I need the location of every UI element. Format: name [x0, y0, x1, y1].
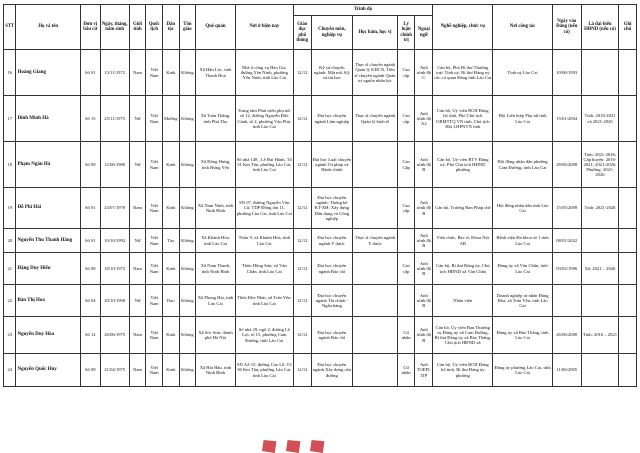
cell-del: Tỉnh: 2016 – 2021 [581, 317, 618, 354]
col-degree: Học hàm, học vị [353, 16, 398, 50]
cell-lang: Anh trình độ B [415, 229, 433, 253]
col-specialty: Chuyên môn, nghiệp vụ [311, 16, 353, 50]
cell-stt: 19 [4, 188, 16, 229]
cell-lang: Anh trình độ C [415, 50, 433, 96]
cell-party: 03/02/1996 [552, 253, 581, 285]
col-stt: STT [4, 5, 16, 50]
table-row [4, 142, 637, 188]
cell-name: Hoàng Giang [16, 50, 80, 96]
cell-del [581, 354, 618, 387]
cell-rel: Không [179, 285, 196, 317]
cell-res: Số nhà 29, ngõ 2, đường Lê Lợi, tổ 15, phường Cam Đường, tỉnh Lào Cai [235, 317, 293, 354]
col-delegate: Là đại biểu HĐND (nếu có) [581, 5, 618, 50]
col-ethnicity: Dân tộc [162, 5, 179, 50]
cell-eth: Kinh [162, 317, 179, 354]
cell-job: Cán bộ, Uỷ viên BCH Đảng bộ tỉnh, Phó Chủ tịch UBMTTQ VN tỉnh, Chủ tịch Hội LHPNVN tỉnh [433, 96, 493, 142]
cell-work: Đảng ủy phường Lào Cai, tỉnh Lào Cai [493, 354, 552, 387]
cell-eth: Kinh [162, 253, 179, 285]
cell-note [619, 50, 637, 96]
cell-stt: 24 [4, 354, 16, 387]
cell-sex: Nữ [129, 96, 146, 142]
cell-job: Cán bộ, Phó Bí thư Thường trực Tỉnh uỷ, Bí thư Đảng uỷ các cơ quan Đảng tỉnh Lào Cai [433, 50, 493, 96]
cell-edu: 12/12 [293, 142, 311, 188]
cell-nat: Việt Nam [146, 229, 163, 253]
cell-note [619, 96, 637, 142]
cell-nat: Việt Nam [146, 188, 163, 229]
cell-party [552, 285, 581, 317]
cell-edu: 12/12 [293, 50, 311, 96]
cell-name: Nguyễn Quốc Huy [16, 354, 80, 387]
cell-party: 08/01/2022 [552, 229, 581, 253]
cell-dob: 21/04/1975 [100, 354, 129, 387]
cell-work: Hội đồng nhân dân tỉnh Lào Cai [493, 188, 552, 229]
cell-job: Cán bộ, Ủy viên Ban Thường vụ Đảng ủy xã Cam Đường, Bí thư Đảng ủy xã Bảo Thắng, Chủ tịch HĐND xã [433, 317, 493, 354]
cell-nat: Việt Nam [146, 354, 163, 387]
col-sex: Giới tính [129, 5, 146, 50]
cell-sex: Nam [129, 317, 146, 354]
cell-job: Viên chức, Bác sĩ, Khoa Nội AB [433, 229, 493, 253]
cell-unit: Số 09 [80, 354, 100, 387]
cell-del [581, 229, 618, 253]
cell-res: Thôn 9, xã Khánh Hòa, tỉnh Lào Cai [235, 229, 293, 253]
cell-note [619, 142, 637, 188]
cell-eth: Kinh [162, 50, 179, 96]
cell-del: Tỉnh: 2016-2021 và 2021-2026 [581, 96, 618, 142]
cell-dob: 10/10/1992 [100, 229, 129, 253]
cell-work: Doanh nghiệp tư nhân Đăng Hòa, xã Trấn Yên, tỉnh Lào Cai [493, 285, 552, 317]
cell-deg: Thạc sĩ chuyên ngành Quản lý KHCN, Tiến sĩ chuyên ngành Quản trị nguồn nhân lực [353, 50, 398, 96]
col-name: Họ và tên [16, 5, 80, 50]
cell-sex: Nam [129, 188, 146, 229]
cell-pol: Cao Cấp [397, 142, 415, 188]
cell-nat: Việt Nam [146, 253, 163, 285]
cell-work: Đảng ủy xã Bảo Thắng, tỉnh Lào Cai [493, 317, 552, 354]
col-hometown: Quê quán [196, 5, 235, 50]
cell-stt: 17 [4, 96, 16, 142]
cell-party: 11/06/2005 [552, 354, 581, 387]
table-body [4, 50, 637, 387]
table-row [4, 96, 637, 142]
cell-note [619, 253, 637, 285]
cell-pol: Cao cấp [397, 96, 415, 142]
cell-pol: Cử nhân [397, 317, 415, 354]
cell-job: Cán bộ, Bí thư Đảng ủy, Chủ tịch HĐND xã Văn Chấn [433, 253, 493, 285]
cell-job: Cán bộ, Uỷ viên BTV Đảng uỷ, Phó Chủ tịch HĐND phường [433, 142, 493, 188]
cell-eth: Kinh [162, 354, 179, 387]
cell-res: Trung tâm Phát triển phụ nữ, số 12, đường Nguyễn Đức Cảnh, tổ 2, phường Văn Phú, tỉnh Lào Cai [235, 96, 293, 142]
cell-sex: Nữ [129, 229, 146, 253]
cell-dob: 13/11/1972 [100, 50, 129, 96]
cell-job: Nhân viên [433, 285, 493, 317]
cell-unit: Số 15 [80, 96, 100, 142]
cell-spec: Đại học chuyên ngành Tài chính - Ngân hàng [311, 285, 353, 317]
cell-dob: 23/07/1978 [100, 188, 129, 229]
cell-party: 15/01/2004 [552, 96, 581, 142]
cell-note [619, 317, 637, 354]
candidate-table [3, 4, 637, 387]
cell-job: Cán bộ, Trưởng Ban Pháp chế [433, 188, 493, 229]
cell-home: Xã Hậu Lộc, tỉnh Thanh Hoá [196, 50, 235, 96]
cell-eth: Mường [162, 96, 179, 142]
col-group-qualification: Trình độ [293, 5, 432, 16]
table-row [4, 229, 637, 253]
col-party-date: Ngày vào Đảng (nếu có) [552, 5, 581, 50]
col-religion: Tôn giáo [179, 5, 196, 50]
cell-unit: Số 01 [80, 188, 100, 229]
cell-res: Thôn Khe Nhài, xã Trấn Yên, tỉnh Lào Cai [235, 285, 293, 317]
cell-name: Nguyễn Duy Hòa [16, 317, 80, 354]
cell-work: Tỉnh uỷ Lào Cai [493, 50, 552, 96]
cell-home: Xã Toàn Thắng, tỉnh Phú Thọ [196, 96, 235, 142]
cell-dob: 18/10/1972 [100, 253, 129, 285]
red-stamp-fragment [262, 437, 352, 453]
cell-lang: Anh trình độ B [415, 188, 433, 229]
cell-deg [353, 142, 398, 188]
cell-home: Xã Nam Thanh, tỉnh Ninh Bình [196, 253, 235, 285]
col-politics: Lý luận chính trị [397, 16, 415, 50]
cell-stt: 21 [4, 253, 16, 285]
cell-name: Nguyễn Thu Thanh Hằng [16, 229, 80, 253]
cell-pol: Cao cấp [397, 253, 415, 285]
cell-edu: 12/12 [293, 229, 311, 253]
cell-spec: Đại học chuyên ngành Báo chí [311, 317, 353, 354]
cell-res: SN 07, đường Nguyễn Văn Cừ, TDP Đồng tân 11, phường Lào Cai, tỉnh Lào Cai [235, 188, 293, 229]
cell-edu: 12/12 [293, 317, 311, 354]
cell-name: Đặng Duy Hiếu [16, 253, 80, 285]
cell-dob: 20/10/1990 [100, 285, 129, 317]
cell-res: SN A2-15, đường Cao Lỗ, Tổ 36 Km Tân, phường Lào Cai, tỉnh Lào Cai [235, 354, 293, 387]
cell-nat: Việt Nam [146, 96, 163, 142]
cell-sex: Nam [129, 50, 146, 96]
cell-spec: Đại học chuyên ngành Y dược [311, 229, 353, 253]
cell-pol [397, 229, 415, 253]
col-unit: Đơn vị bầu cử [80, 5, 100, 50]
cell-res: Nhà ở công vụ Hào Gia, đường Yên Ninh, phường Yên Ninh, tỉnh Lào Cai [235, 50, 293, 96]
cell-sex: Nam [129, 253, 146, 285]
cell-note [619, 229, 637, 253]
cell-eth: Kinh [162, 142, 179, 188]
cell-sex: Nam [129, 354, 146, 387]
cell-work: Bệnh viện Đa khoa số 1 tỉnh Lào Cai [493, 229, 552, 253]
cell-sex: Nữ [129, 142, 146, 188]
cell-note [619, 285, 637, 317]
cell-res: Thôn Hồng Sơn, xã Văn Chấn, tỉnh Lào Cai [235, 253, 293, 285]
cell-lang: Anh trình độ B [415, 142, 433, 188]
cell-rel: Không [179, 96, 196, 142]
cell-lang: Anh trình độ B [415, 253, 433, 285]
cell-nat: Việt Nam [146, 285, 163, 317]
col-language: Ngoại ngữ [415, 16, 433, 50]
cell-spec: Đại học chuyên ngành: Thống kê KT-XH; Xây dựng Dân dụng và Công nghiệp [311, 188, 353, 229]
cell-home: Xã Phong Hải, tỉnh Lào Cai [196, 285, 235, 317]
cell-lang: Anh trình độ B [415, 317, 433, 354]
cell-deg [353, 285, 398, 317]
cell-note [619, 354, 637, 387]
cell-pol: Cao cấp [397, 50, 415, 96]
cell-spec: Đại học chuyên ngành Báo chí [311, 253, 353, 285]
cell-work: Hội đồng nhân dân phường Cam Đường, tỉnh Lào Cai [493, 142, 552, 188]
cell-edu: 12/12 [293, 188, 311, 229]
cell-dob: 12/06/1980 [100, 142, 129, 188]
cell-dob: 25/11/1975 [100, 96, 129, 142]
table-row [4, 188, 637, 229]
cell-unit: Số 12 [80, 317, 100, 354]
cell-pol: Cử nhân [397, 354, 415, 387]
table-row [4, 354, 637, 387]
cell-home: Xã Đông Hưng, tỉnh Hưng Yên [196, 142, 235, 188]
cell-del [581, 50, 618, 96]
cell-home: Xã Hải Hậu, tỉnh Ninh Bình [196, 354, 235, 387]
cell-lang: Anh trình độ A2 [415, 96, 433, 142]
cell-eth: Kinh [162, 188, 179, 229]
table-row [4, 317, 637, 354]
cell-name: Đỗ Phi Hải [16, 188, 80, 229]
cell-party: 10/06/1993 [552, 50, 581, 96]
cell-unit: Số 01 [80, 229, 100, 253]
cell-lang: Anh trình độ B [415, 285, 433, 317]
cell-pol [397, 285, 415, 317]
cell-deg [353, 188, 398, 229]
cell-unit: Số 09 [80, 142, 100, 188]
cell-spec: Đại học chuyên ngành Lâm nghiệp [311, 96, 353, 142]
cell-rel: Không [179, 188, 196, 229]
cell-unit: Số 08 [80, 253, 100, 285]
cell-stt: 16 [4, 50, 16, 96]
cell-spec: Đại học Luật chuyên ngành Tư pháp và Hành chính [311, 142, 353, 188]
col-general-edu: Giáo dục phổ thông [293, 16, 311, 50]
cell-stt: 23 [4, 317, 16, 354]
cell-nat: Việt Nam [146, 317, 163, 354]
cell-del: Tỉnh: 2021-2026 [581, 188, 618, 229]
cell-pol: Cao cấp [397, 188, 415, 229]
cell-party: 15/05/2009 [552, 188, 581, 229]
cell-home: Xã Khánh Hòa, tỉnh Lào Cai [196, 229, 235, 253]
cell-edu: 12/12 [293, 253, 311, 285]
col-occupation: Nghề nghiệp, chức vụ [433, 5, 493, 50]
cell-dob: 26/06/1975 [100, 317, 129, 354]
cell-spec: Kỹ sư chuyên ngành: Mật mã, Kỹ sư tin học [311, 50, 353, 96]
cell-rel: Không [179, 354, 196, 387]
col-note: Ghi chú [619, 5, 637, 50]
cell-nat: Việt Nam [146, 50, 163, 96]
cell-del: Xã: 2021 – 2026 [581, 253, 618, 285]
cell-eth: Dao [162, 285, 179, 317]
cell-eth: Tày [162, 229, 179, 253]
cell-party: 26/06/2000 [552, 317, 581, 354]
cell-rel: Không [179, 50, 196, 96]
cell-stt: 22 [4, 285, 16, 317]
cell-home: Xã Nam Ninh, tỉnh Ninh Bình [196, 188, 235, 229]
col-residence: Nơi ở hiện nay [235, 5, 293, 50]
table-header [4, 5, 637, 50]
cell-deg: Thạc sĩ chuyên ngành Quản lý kinh tế [353, 96, 398, 142]
col-dob: Ngày, tháng, năm sinh [100, 5, 129, 50]
cell-unit: Số 01 [80, 50, 100, 96]
cell-name: Bàn Thị Hoa [16, 285, 80, 317]
cell-note [619, 188, 637, 229]
table-row [4, 285, 637, 317]
cell-rel: Không [179, 229, 196, 253]
cell-res: Số nhà 148 , Lê Đại Hành, Tổ 31 Km Tân, phường Lào Cai, tỉnh Lào Cai [235, 142, 293, 188]
table-row [4, 50, 637, 96]
cell-unit: Số 04 [80, 285, 100, 317]
col-nationality: Quốc tịch [146, 5, 163, 50]
cell-stt: 18 [4, 142, 16, 188]
table-row [4, 253, 637, 285]
cell-rel: Không [179, 142, 196, 188]
cell-edu: 12/12 [293, 96, 311, 142]
cell-rel: Không [179, 317, 196, 354]
cell-sex: Nữ [129, 285, 146, 317]
cell-del [581, 285, 618, 317]
cell-work: Đảng ủy xã Văn Chấn, tỉnh Lào Cai [493, 253, 552, 285]
cell-deg: Thạc sĩ chuyên ngành Y dược [353, 229, 398, 253]
cell-deg [353, 354, 398, 387]
cell-spec: Đại học chuyên ngành Xây dựng cầu đường [311, 354, 353, 387]
cell-edu: 12/12 [293, 354, 311, 387]
cell-lang: Anh TOEFL ITP [415, 354, 433, 387]
cell-work: Hội Liên hiệp Phụ nữ tỉnh Lào Cai [493, 96, 552, 142]
cell-name: Phạm Ngân Hà [16, 142, 80, 188]
cell-deg [353, 317, 398, 354]
cell-party: 28/06/2008 [552, 142, 581, 188]
cell-home: Xã Sóc Sơn, thành phố Hà Nội [196, 317, 235, 354]
cell-nat: Việt Nam [146, 142, 163, 188]
cell-stt: 20 [4, 229, 16, 253]
cell-edu: 12/12 [293, 285, 311, 317]
cell-rel: Không [179, 253, 196, 285]
col-workplace: Nơi công tác [493, 5, 552, 50]
cell-name: Đinh Minh Hà [16, 96, 80, 142]
cell-del: Tỉnh: 2021-2026; Cấp huyện: 2016-2021; 2021-2026; Phường: 2021-2026 [581, 142, 618, 188]
cell-deg [353, 253, 398, 285]
cell-job: Cán bộ, Ủy viên BCH Đảng bộ tỉnh, Bí thư Đảng ủy phường [433, 354, 493, 387]
